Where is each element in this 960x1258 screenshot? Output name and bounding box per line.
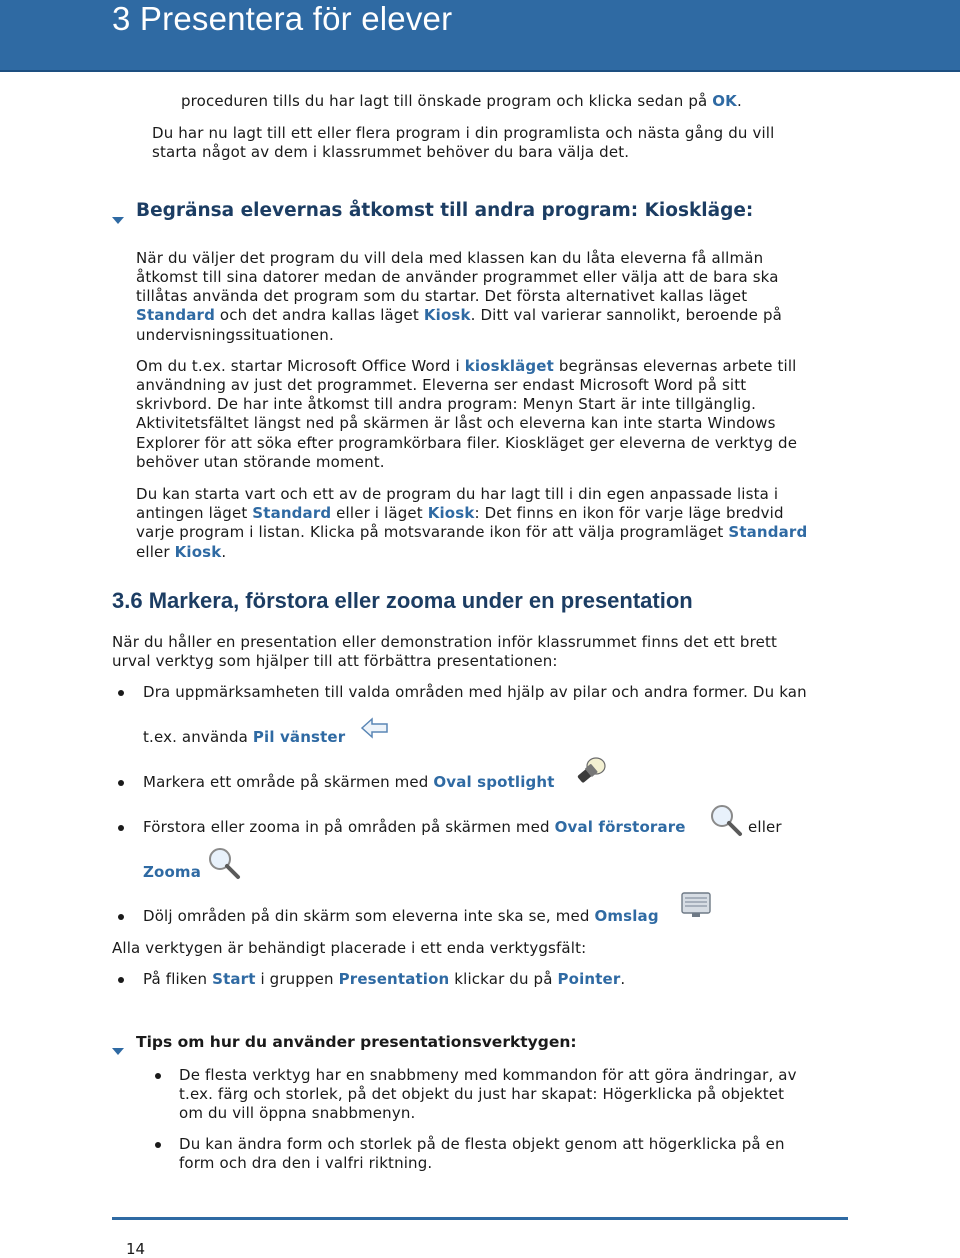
tips-collapse-toggle[interactable] [112, 1040, 124, 1059]
collapse-triangle-icon [112, 1048, 124, 1055]
kiosk-section-heading: Begränsa elevernas åtkomst till andra program: Kioskläge: [136, 200, 754, 221]
kiosk-p3-l1: Du kan starta vart och ett av de program du har lagt till i din egen anpassade lista i [136, 485, 779, 503]
bullet-3-l2: Zooma [143, 863, 201, 881]
tip-1-l3: om du vill öppna snabbmenyn. [179, 1104, 416, 1122]
bullet-4: Dölj områden på din skärm som eleverna inte ska se, med Omslag [143, 907, 659, 925]
s36-intro-l1: När du håller en presentation eller demonstration inför klassrummet finns det ett brett [112, 633, 778, 651]
kiosk-p1-l1: När du väljer det program du vill dela med klassen kan du låta eleverna få allmän [136, 249, 764, 267]
tips-heading: Tips om hur du använder presentationsverktygen: [136, 1033, 577, 1051]
kiosk-p3-l3: varje program i listan. Klicka på motsvarande ikon för att välja programläget Standard [136, 523, 808, 541]
oval-spotlight-icon [574, 755, 610, 795]
s36-intro-l2: urval verktyg som hjälper till att förbättra presentationen: [112, 652, 558, 670]
kiosk-p3-l4: eller Kiosk. [136, 543, 227, 561]
section-3-6-heading: 3.6 Markera, förstora eller zooma under en presentation [112, 588, 693, 613]
oval-forstorare-icon [709, 803, 743, 841]
page-number: 14 [126, 1240, 146, 1258]
bullet-dot [155, 1142, 161, 1148]
page-header [0, 0, 960, 72]
kiosk-p1-l3: tillåtas använda det program som du startar. Det första alternativet kallas läget [136, 287, 748, 305]
intro-line-2: Du har nu lagt till ett eller flera program i din programlista och nästa gång du vill [152, 124, 775, 142]
tip-2-l1: Du kan ändra form och storlek på de flesta objekt genom att högerklicka på en [179, 1135, 785, 1153]
bullet-3-l1: Förstora eller zooma in på områden på skärmen med Oval förstorare [143, 818, 686, 836]
footer-rule [112, 1217, 848, 1220]
bullet-5: På fliken Start i gruppen Presentation klickar du på Pointer. [143, 970, 626, 988]
kiosk-p3-l2: antingen läget Standard eller i läget Kiosk: Det finns en ikon för varje läge bredvid [136, 504, 784, 522]
collapse-triangle-icon [112, 217, 124, 224]
bullet-dot [118, 780, 124, 786]
tip-2-l2: form och dra den i valfri riktning. [179, 1154, 433, 1172]
kiosk-p2-l1: Om du t.ex. startar Microsoft Office Word i kioskläget begränsas elevernas arbete till [136, 357, 797, 375]
kiosk-p2-l3: skrivbord. De har inte åtkomst till andra program: Menyn Start är inte tillgänglig. [136, 395, 757, 413]
kiosk-p1-l2: åtkomst till sina datorer medan de använder programmet eller välja att de bara ska [136, 268, 779, 286]
intro-line-1: proceduren tills du har lagt till önskade program och klicka sedan på OK. [181, 92, 742, 110]
kiosk-collapse-toggle[interactable] [112, 209, 124, 228]
bullet-dot [155, 1073, 161, 1079]
bullet-2: Markera ett område på skärmen med Oval spotlight [143, 773, 555, 791]
bullet-dot [118, 977, 124, 983]
kiosk-p2-l2: användning av just det programmet. Eleverna ser endast Microsoft Word på sitt [136, 376, 747, 394]
intro-line-3: starta något av dem i klassrummet behöver du bara välja det. [152, 143, 630, 161]
page-title: 3 Presentera för elever [112, 0, 453, 37]
bullet-3-eller: eller [748, 818, 782, 836]
kiosk-p2-l6: behöver utan störande moment. [136, 453, 385, 471]
bullet-1-l1: Dra uppmärksamheten till valda områden med hjälp av pilar och andra former. Du kan [143, 683, 807, 701]
bullet-1-l2: t.ex. använda Pil vänster [143, 728, 346, 746]
tip-1-l1: De flesta verktyg har en snabbmeny med kommandon för att göra ändringar, av [179, 1066, 797, 1084]
bullet-dot [118, 690, 124, 696]
kiosk-p2-l4: Aktivitetsfältet längst ned på skärmen är låst och eleverna kan inte starta Windows [136, 414, 776, 432]
kiosk-p2-l5: Explorer för att söka efter programkörbara filer. Kioskläget ger eleverna de verktyg de [136, 434, 798, 452]
bullet-dot [118, 914, 124, 920]
omslag-icon [681, 892, 711, 924]
kiosk-p1-l5: undervisningssituationen. [136, 326, 334, 344]
zooma-icon [207, 846, 241, 884]
kiosk-p1-l4: Standard och det andra kallas läget Kiosk. Ditt val varierar sannolikt, beroende på [136, 306, 782, 324]
tip-1-l2: t.ex. färg och storlek, på det objekt du just har skapat: Högerklicka på objektet [179, 1085, 785, 1103]
pil-vanster-icon [361, 717, 389, 743]
ok-keyword: OK [712, 92, 737, 110]
bullet-dot [118, 825, 124, 831]
toolbar-text: Alla verktygen är behändigt placerade i ett enda verktygsfält: [112, 939, 587, 957]
